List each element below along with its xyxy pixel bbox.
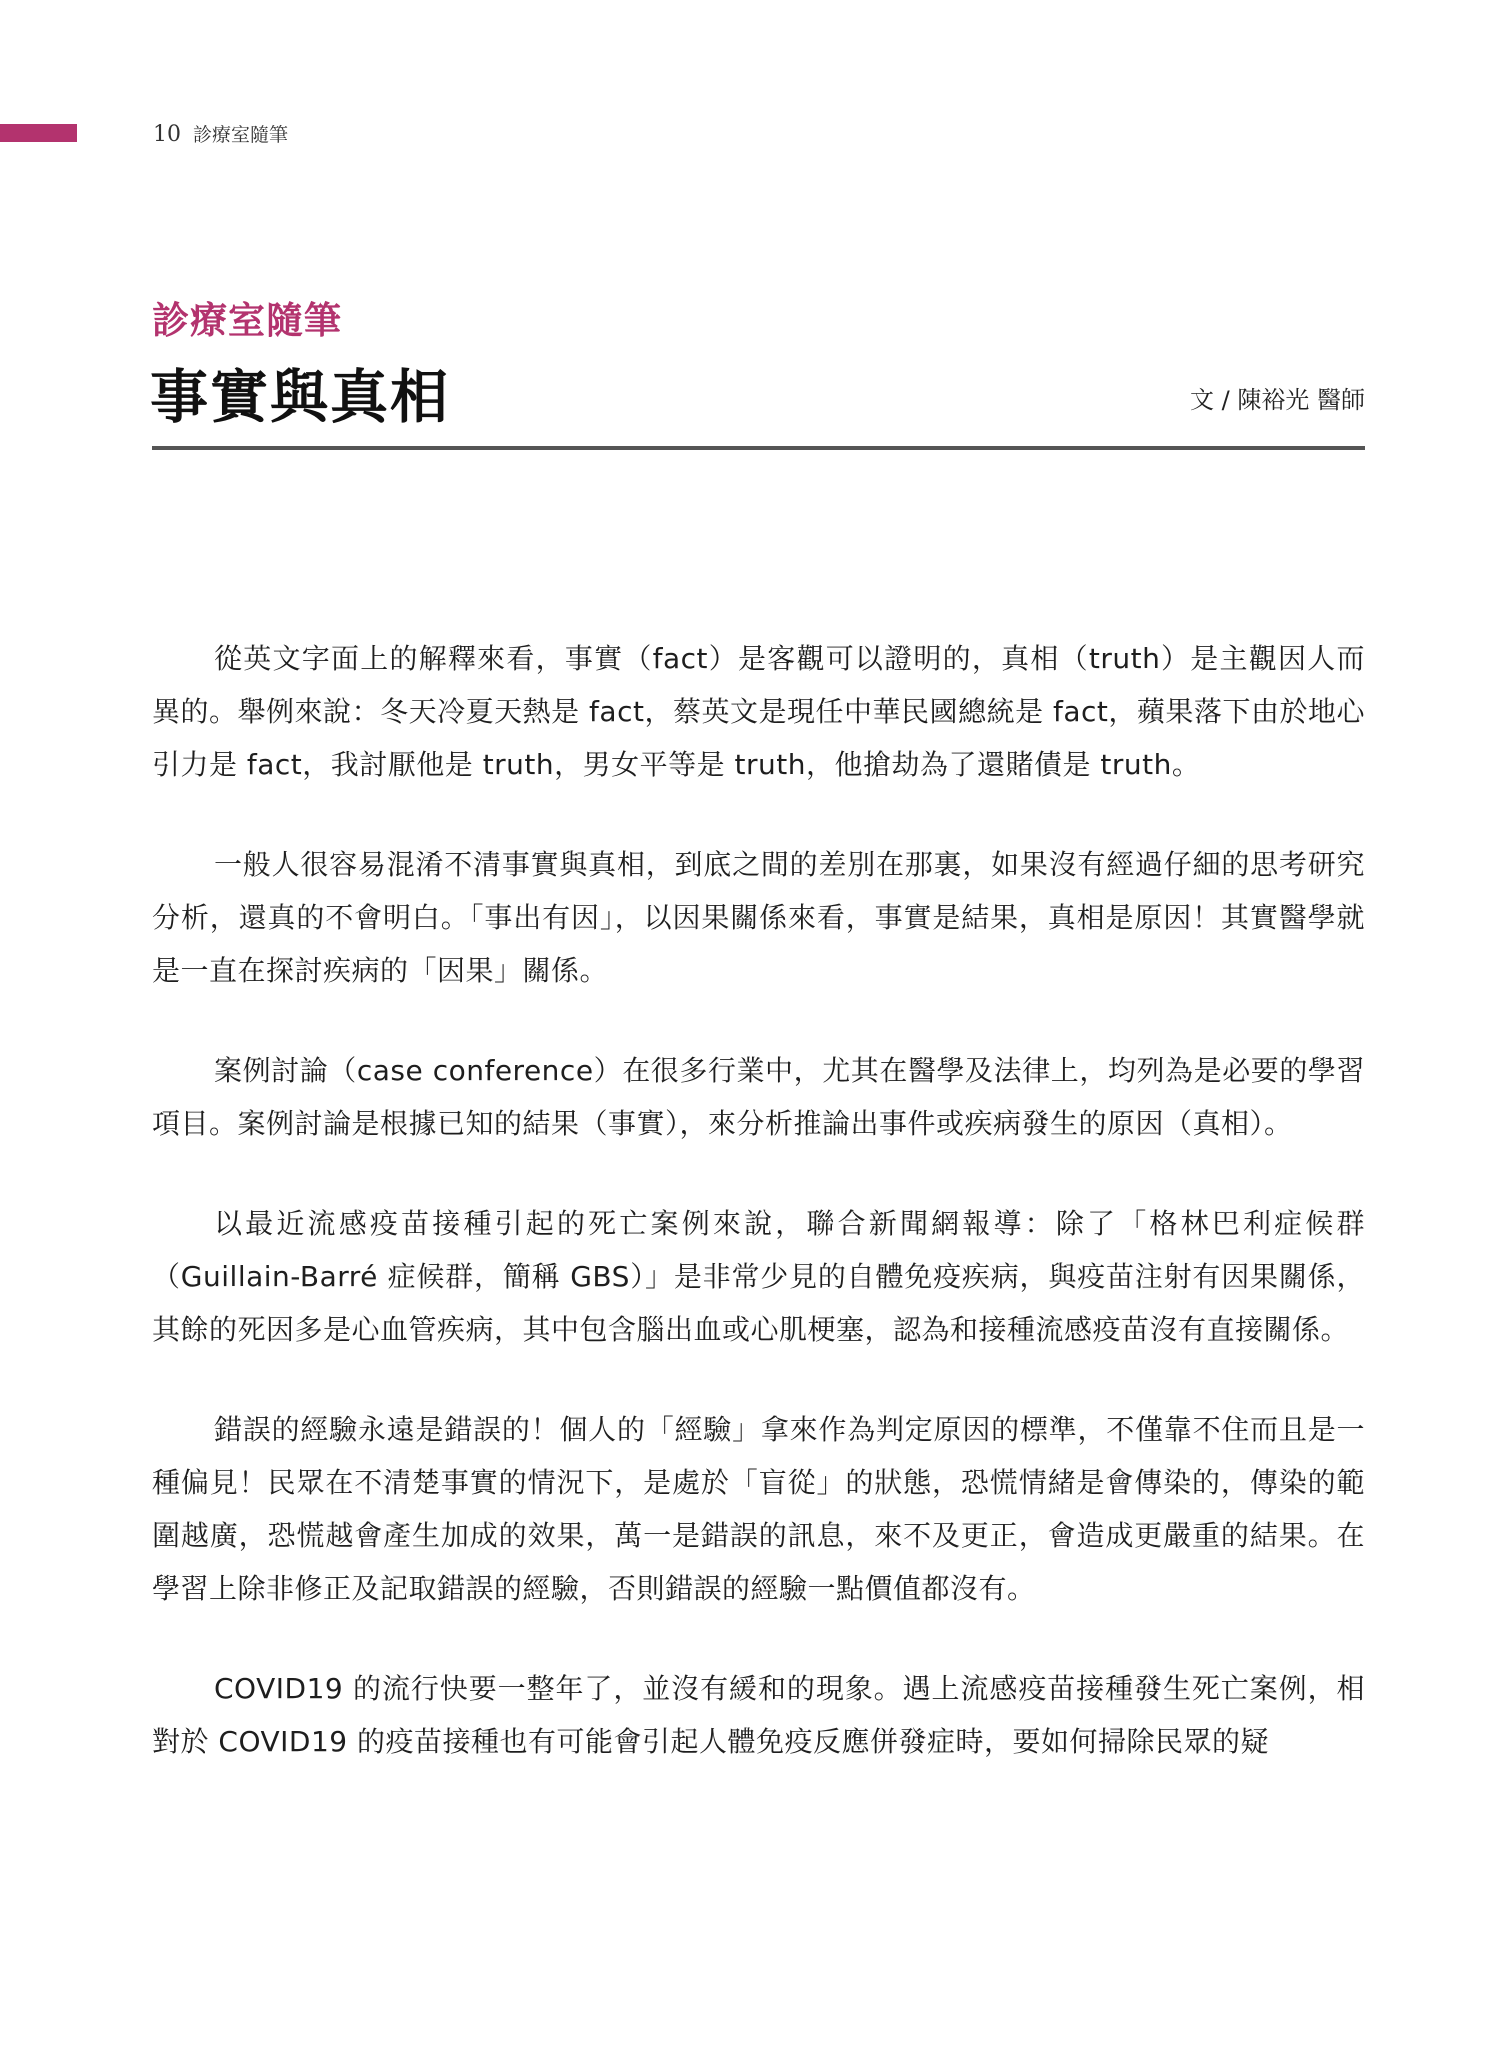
title-divider (152, 446, 1365, 450)
body-paragraph: 案例討論（case conference）在很多行業中，尤其在醫學及法律上，均列為是必要的學習項目。案例討論是根據已知的結果（事實），來分析推論出事件或疾病發生的原因（真相）。 (152, 1054, 1365, 1140)
body-paragraph: 一般人很容易混淆不清事實與真相，到底之間的差別在那裏，如果沒有經過仔細的思考研究分析，還真的不會明白。「事出有因」，以因果關係來看，事實是結果，真相是原因！其實醫學就是一直在探討疾病的「因果」關係。 (152, 848, 1365, 987)
article-title: 事實與真相 (150, 363, 451, 431)
body-paragraph: 從英文字面上的解釋來看，事實（fact）是客觀可以證明的，真相（truth）是主觀因人而異的。舉例來說：冬天冷夏天熱是 fact，蔡英文是現任中華民國總統是 fact，蘋果落下由於地心引力是 fact，我討厭他是 truth，男女平等是 truth，他搶劫為了還賭債是 truth。 (152, 642, 1365, 781)
header-accent-bar (0, 124, 77, 142)
author-byline: 文 / 陳裕光 醫師 (1190, 386, 1365, 414)
running-title: 診療室隨筆 (193, 124, 289, 146)
article-body (152, 632, 1365, 1815)
body-paragraph: 錯誤的經驗永遠是錯誤的！個人的「經驗」拿來作為判定原因的標準，不僅靠不住而且是一種偏見！民眾在不清楚事實的情況下，是處於「盲從」的狀態，恐慌情緒是會傳染的，傳染的範圍越廣，恐慌越會產生加成的效果，萬一是錯誤的訊息，來不及更正，會造成更嚴重的結果。在學習上除非修正及記取錯誤的經驗，否則錯誤的經驗一點價值都沒有。 (152, 1413, 1365, 1605)
running-header (153, 120, 288, 148)
body-paragraph: COVID19 的流行快要一整年了，並沒有緩和的現象。遇上流感疫苗接種發生死亡案例，相對於 COVID19 的疫苗接種也有可能會引起人體免疫反應併發症時，要如何掃除民眾的疑 (152, 1672, 1365, 1758)
page-number: 10 (153, 122, 181, 147)
body-paragraph: 以最近流感疫苗接種引起的死亡案例來說，聯合新聞網報導：除了「格林巴利症候群（Guillain-Barré 症候群，簡稱 GBS）」是非常少見的自體免疫疾病，與疫苗注射有因果關係，其餘的死因多是心血管疾病，其中包含腦出血或心肌梗塞，認為和接種流感疫苗沒有直接關係。 (152, 1207, 1365, 1346)
section-kicker: 診療室隨筆 (152, 299, 342, 342)
